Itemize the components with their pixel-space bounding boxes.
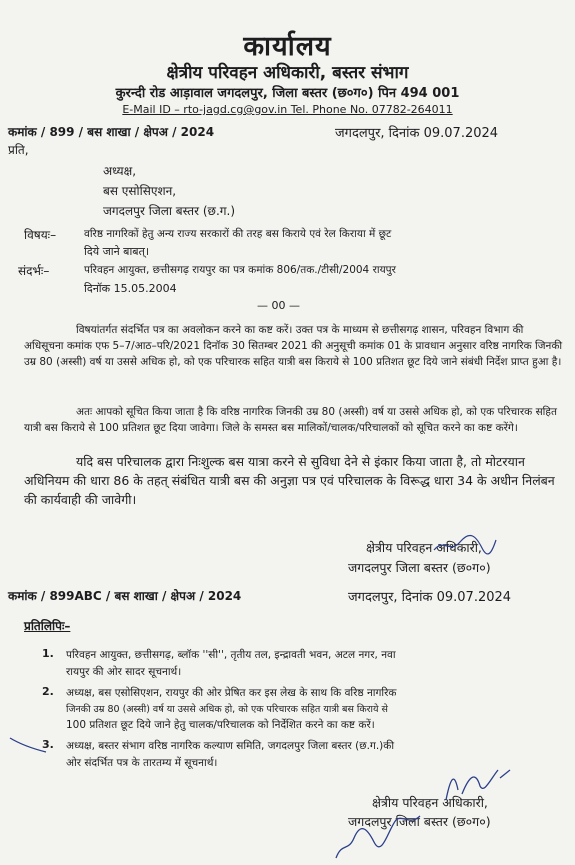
copy-item-text: अध्यक्ष, बस एसोसिएशन, रायपुर की ओर प्रेषित कर इस लेख के साथ कि वरिष्ठ नागरिक <box>66 687 397 699</box>
reference-text: दिनॉक 15.05.2004 <box>84 282 177 295</box>
signature-location: जगदलपुर जिला बस्तर (छ०ग०) <box>348 814 491 829</box>
copy-item-text: ओर संदर्भित पत्र के तारतम्य में सूचनार्थ। <box>66 757 218 769</box>
office-name: क्षेत्रीय परिवहन अधिकारी, बस्तर संभाग <box>166 63 409 83</box>
signature-designation: क्षेत्रीय परिवहन अधिकारी, <box>366 540 482 555</box>
copy-item-text: जिनकी उम्र 80 (अस्सी) वर्ष या उससे अधिक हो, को एक परिचारक सहित यात्री बस किराये से <box>66 704 388 715</box>
copy-item-number: 3. <box>42 738 54 751</box>
recipient-line: बस एसोसिएशन, <box>103 184 177 198</box>
copy-heading: प्रतिलिपिः– <box>24 619 71 633</box>
office-contact: E-Mail ID – rto-jagd.cg@gov.in Tel. Phone No. 07782-264011 <box>122 103 453 116</box>
copy-item-number: 2. <box>42 685 54 698</box>
reference-text: परिवहन आयुक्त, छत्तीसगढ़ रायपुर का पत्र कमांक 806/तक./टीसी/2004 रायपुर <box>84 264 396 276</box>
subject-label: विषयः– <box>24 228 57 242</box>
copy-letter-date: जगदलपुर, दिनांक 09.07.2024 <box>348 590 512 605</box>
copy-item-text: परिवहन आयुक्त, छत्तीसगढ़, ब्लॉक ''सी'', तृतीय तल, इन्द्रावती भवन, अटल नगर, नवा <box>66 649 396 661</box>
body-paragraph: यदि बस परिचालक द्वारा निःशुल्क बस यात्रा करने से सुविधा देने से इंकार किया जाता है, तो मोटरयान अधिनियम की धारा 86 के तहत् संबंधित यात्री बस की अनुज्ञा पत्र एवं परिचालक के विरूद्ध धारा 34 के अधीन निलंबन की कार्यवाही की जावेगी। <box>24 454 555 507</box>
office-address: कुरन्दी रोड आड़ावाल जगदलपुर, जिला बस्तर (छ०ग०) पिन 494 001 <box>115 86 460 101</box>
copy-item-text: अध्यक्ष, बस्तर संभाग वरिष्ठ नागरिक कल्याण समिति, जगदलपुर जिला बस्तर (छ.ग.)की <box>66 740 395 752</box>
letter-date: जगदलपुर, दिनांक 09.07.2024 <box>335 126 499 141</box>
handwritten-initials <box>440 760 520 810</box>
handwritten-signature <box>330 808 440 863</box>
body-paragraph: अतः आपको सूचित किया जाता है कि वरिष्ठ नागरिक जिनकी उम्र 80 (अस्सी) वर्ष या उससे अधिक हो, को एक परिचारक सहित यात्री बस किराये से 100 प्रतिशत छूट दिया जावेगा। जिले के समस्त बस मालिकों/चालक/परिचालकों को सूचित करने का कष्ट करेंगे। <box>24 406 557 434</box>
signature-designation: क्षेत्रीय परिवहन अधिकारी, <box>372 795 488 810</box>
subject-text: दिये जाने बाबत्। <box>84 245 150 258</box>
signature-location: जगदलपुर जिला बस्तर (छ०ग०) <box>348 560 491 575</box>
subject-text: वरिष्ठ नागरिकों हेतु अन्य राज्य सरकारों की तरह बस किराये एवं रेल किराया में छूट <box>84 228 392 240</box>
reference-label: संदर्भः– <box>18 264 50 278</box>
letter-number: कमांक / 899 / बस शाखा / क्षेपअ / 2024 <box>8 125 215 139</box>
recipient-line: अध्यक्ष, <box>103 164 137 178</box>
body-paragraph: विषयांतर्गत संदर्भित पत्र का अवलोकन करने का कष्ट करें। उक्त पत्र के माध्यम से छत्तीसगढ़ शासन, परिवहन विभाग की अधिसूचना कमांक एफ 5–7/आठ–परि/2021 दिनॉक 30 सितम्बर 2021 की अनुसूची कमांक 01 के प्रावधान अनुसार वरिष्ठ नागरिक जिनकी उम्र 80 (अस्सी) वर्ष या उससे अधिक हो, को एक परिचारक सहित यात्री बस किराये से 100 प्रतिशत छूट दिये जाने संबंधी निर्देश प्राप्त हुआ है। <box>24 324 563 368</box>
tick-mark <box>6 730 66 760</box>
copy-item-text: रायपुर की ओर सादर सूचनार्थ। <box>66 666 182 678</box>
recipient-line: जगदलपुर जिला बस्तर (छ.ग.) <box>103 204 236 218</box>
copy-item-text: 100 प्रतिशत छूट दिये जाने हेतु चालक/परिचालक को निर्देशित करने का कष्ट करें। <box>66 719 375 731</box>
separator: — 00 — <box>257 299 300 312</box>
copy-item-number: 1. <box>42 647 54 660</box>
copy-letter-number: कमांक / 899ABC / बस शाखा / क्षेपअ / 2024 <box>8 589 242 603</box>
prati-label: प्रति, <box>8 143 29 157</box>
handwritten-signature <box>430 532 500 558</box>
letter-title: कार्यालय <box>243 31 332 62</box>
